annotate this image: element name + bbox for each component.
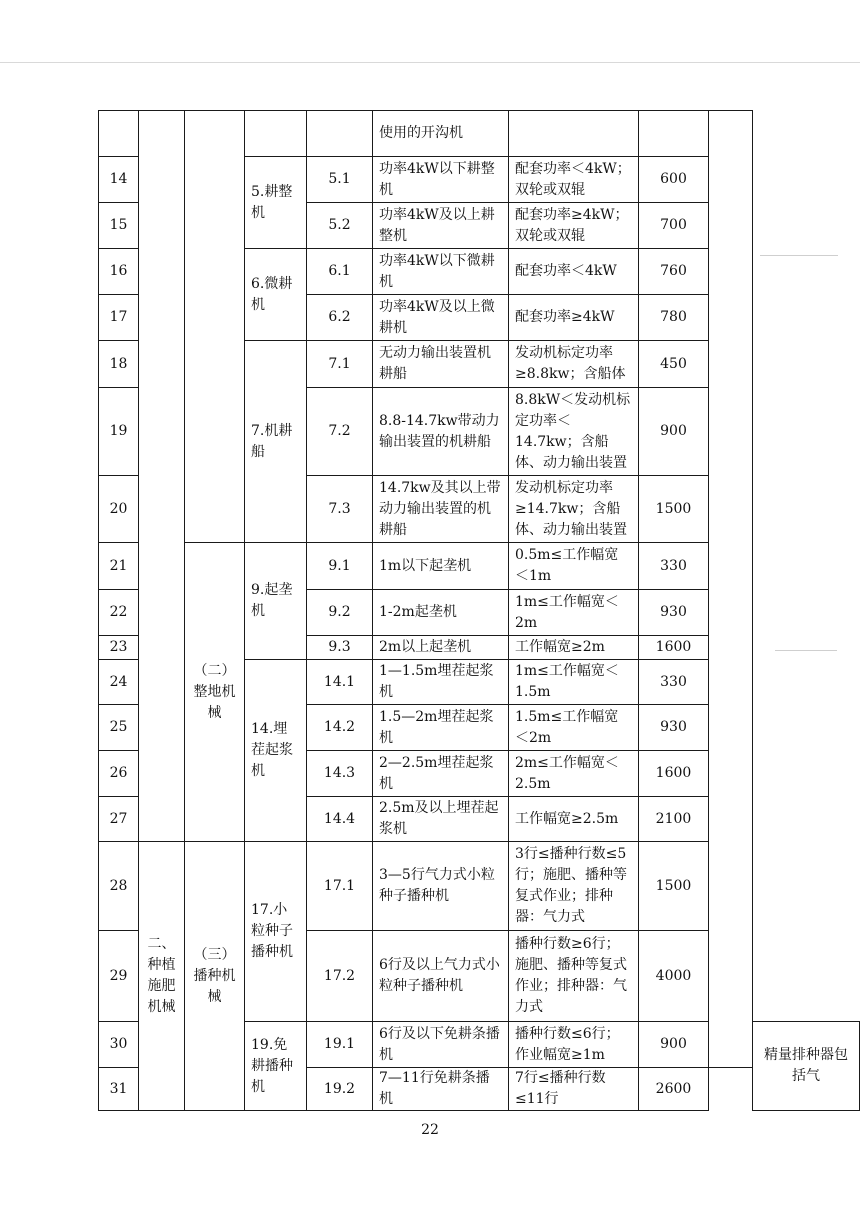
grade-name: 功率4kW及以上耕整机 [373, 203, 509, 249]
grade-spec: 配套功率＜4kW；双轮或双辊 [509, 157, 639, 203]
row-number: 17 [99, 295, 139, 341]
grade-code [307, 111, 373, 157]
category-cell [139, 111, 185, 842]
grade-code: 9.2 [307, 590, 373, 636]
page-edge-line [0, 62, 860, 63]
category-cell: 二、种植施肥机械 [139, 842, 185, 1111]
row-number: 30 [99, 1022, 139, 1068]
grade-name: 1.5—2m埋茬起浆机 [373, 705, 509, 751]
row-number: 28 [99, 842, 139, 931]
subsidy-amount: 1500 [639, 842, 709, 931]
subsidy-amount: 2600 [639, 1068, 709, 1111]
subsidy-amount: 930 [639, 705, 709, 751]
grade-code: 14.4 [307, 797, 373, 842]
subsidy-table [98, 110, 860, 1111]
grade-spec: 0.5m≤工作幅宽＜1m [509, 543, 639, 590]
item-cell: 14.埋茬起浆机 [245, 660, 307, 842]
subsidy-amount: 330 [639, 543, 709, 590]
subsidy-amount: 930 [639, 590, 709, 636]
grade-spec: 工作幅宽≥2.5m [509, 797, 639, 842]
subsidy-amount [639, 111, 709, 157]
row-number: 15 [99, 203, 139, 249]
item-cell: 7.机耕船 [245, 341, 307, 543]
grade-spec: 工作幅宽≥2m [509, 636, 639, 660]
grade-name: 3—5行气力式小粒种子播种机 [373, 842, 509, 931]
row-number: 29 [99, 931, 139, 1022]
row-number: 19 [99, 388, 139, 476]
grade-code: 7.1 [307, 341, 373, 388]
row-number: 16 [99, 249, 139, 295]
grade-code: 14.1 [307, 660, 373, 705]
subsidy-amount: 2100 [639, 797, 709, 842]
item-cell: 9.起垄机 [245, 543, 307, 660]
grade-code: 9.1 [307, 543, 373, 590]
subsidy-amount: 900 [639, 388, 709, 476]
table-row [99, 111, 860, 157]
grade-name: 1m以下起垄机 [373, 543, 509, 590]
row-number: 14 [99, 157, 139, 203]
grade-code: 7.2 [307, 388, 373, 476]
grade-name: 功率4kW以下耕整机 [373, 157, 509, 203]
grade-code: 6.1 [307, 249, 373, 295]
grade-code: 7.3 [307, 476, 373, 543]
grade-spec: 发动机标定功率≥14.7kw；含船体、动力输出装置 [509, 476, 639, 543]
grade-name: 功率4kW以下微耕机 [373, 249, 509, 295]
row-number [99, 111, 139, 157]
row-number: 27 [99, 797, 139, 842]
subsidy-amount: 900 [639, 1022, 709, 1068]
grade-spec: 配套功率＜4kW [509, 249, 639, 295]
note-cell [709, 111, 753, 1068]
subsidy-amount: 760 [639, 249, 709, 295]
item-cell: 5.耕整机 [245, 157, 307, 249]
grade-spec: 2m≤工作幅宽＜2.5m [509, 751, 639, 797]
grade-code: 5.2 [307, 203, 373, 249]
note-cell: 精量排种器包括气 [753, 1022, 860, 1111]
grade-name: 6行及以上气力式小粒种子播种机 [373, 931, 509, 1022]
grade-code: 6.2 [307, 295, 373, 341]
grade-spec: 发动机标定功率≥8.8kw；含船体 [509, 341, 639, 388]
row-number: 20 [99, 476, 139, 543]
row-number: 18 [99, 341, 139, 388]
page-number: 22 [421, 1122, 439, 1138]
item-cell: 6.微耕机 [245, 249, 307, 341]
item-cell: 17.小粒种子播种机 [245, 842, 307, 1022]
grade-name: 功率4kW及以上微耕机 [373, 295, 509, 341]
grade-name: 1-2m起垄机 [373, 590, 509, 636]
row-number: 31 [99, 1068, 139, 1111]
grade-code: 19.2 [307, 1068, 373, 1111]
grade-name: 8.8-14.7kw带动力输出装置的机耕船 [373, 388, 509, 476]
subsidy-amount: 1500 [639, 476, 709, 543]
grade-name: 使用的开沟机 [373, 111, 509, 157]
subsidy-amount: 1600 [639, 751, 709, 797]
grade-code: 14.2 [307, 705, 373, 751]
grade-code: 17.1 [307, 842, 373, 931]
grade-name: 2—2.5m埋茬起浆机 [373, 751, 509, 797]
grade-name: 1—1.5m埋茬起浆机 [373, 660, 509, 705]
grade-spec: 7行≤播种行数≤11行 [509, 1068, 639, 1111]
grade-name: 无动力输出装置机耕船 [373, 341, 509, 388]
subcategory-cell [185, 111, 245, 543]
grade-code: 19.1 [307, 1022, 373, 1068]
subsidy-amount: 780 [639, 295, 709, 341]
subcategory-cell: （三）播种机械 [185, 842, 245, 1111]
grade-name: 14.7kw及其以上带动力输出装置的机耕船 [373, 476, 509, 543]
subsidy-amount: 700 [639, 203, 709, 249]
grade-spec: 1m≤工作幅宽＜1.5m [509, 660, 639, 705]
grade-name: 2m以上起垄机 [373, 636, 509, 660]
row-number: 26 [99, 751, 139, 797]
item-cell [245, 111, 307, 157]
grade-name: 6行及以下免耕条播机 [373, 1022, 509, 1068]
grade-code: 9.3 [307, 636, 373, 660]
subsidy-amount: 4000 [639, 931, 709, 1022]
grade-name: 7—11行免耕条播机 [373, 1068, 509, 1111]
grade-code: 5.1 [307, 157, 373, 203]
grade-spec: 播种行数≥6行；施肥、播种等复式作业；排种器：气力式 [509, 931, 639, 1022]
subsidy-amount: 330 [639, 660, 709, 705]
subcategory-cell: （二）整地机械 [185, 543, 245, 842]
subsidy-amount: 1600 [639, 636, 709, 660]
row-number: 25 [99, 705, 139, 751]
grade-name: 2.5m及以上埋茬起浆机 [373, 797, 509, 842]
subsidy-amount: 600 [639, 157, 709, 203]
row-number: 22 [99, 590, 139, 636]
grade-spec: 播种行数≤6行；作业幅宽≥1m [509, 1022, 639, 1068]
row-number: 24 [99, 660, 139, 705]
grade-code: 14.3 [307, 751, 373, 797]
grade-spec: 1.5m≤工作幅宽＜2m [509, 705, 639, 751]
grade-spec: 配套功率≥4kW [509, 295, 639, 341]
item-cell: 19.免耕播种机 [245, 1022, 307, 1111]
grade-spec: 配套功率≥4kW；双轮或双辊 [509, 203, 639, 249]
grade-spec: 3行≤播种行数≤5行；施肥、播种等复式作业；排种器：气力式 [509, 842, 639, 931]
subsidy-amount: 450 [639, 341, 709, 388]
grade-spec [509, 111, 639, 157]
row-number: 23 [99, 636, 139, 660]
grade-spec: 1m≤工作幅宽＜2m [509, 590, 639, 636]
grade-spec: 8.8kW＜发动机标定功率＜14.7kw；含船体、动力输出装置 [509, 388, 639, 476]
grade-code: 17.2 [307, 931, 373, 1022]
row-number: 21 [99, 543, 139, 590]
